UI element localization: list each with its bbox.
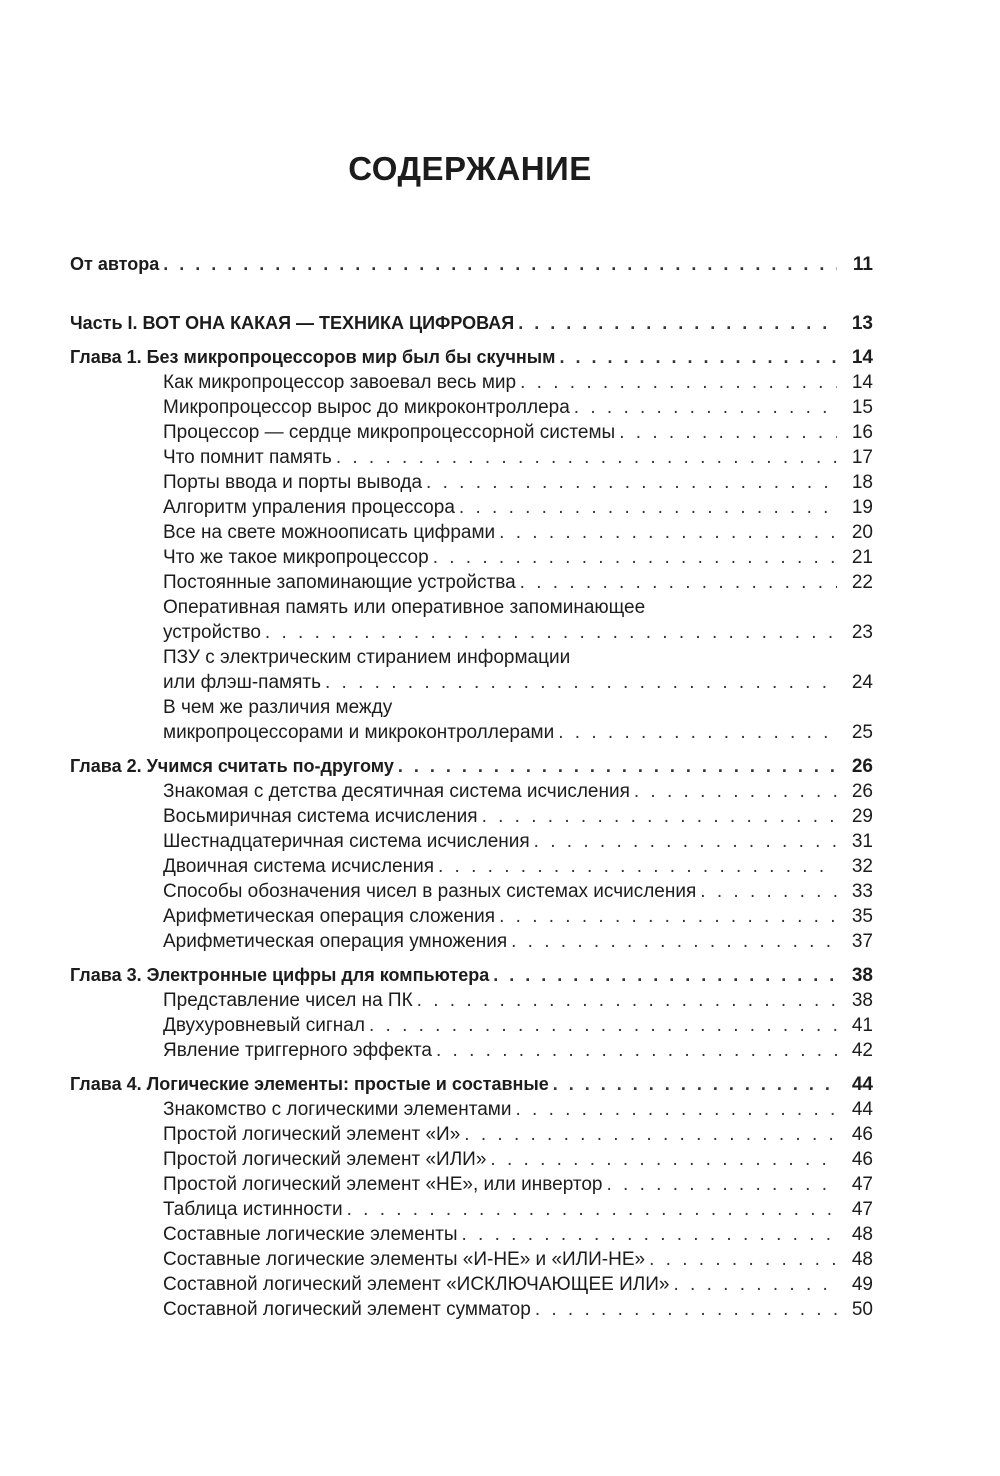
toc-entry — [70, 720, 873, 745]
entry-label: Порты ввода и порты вывода — [163, 472, 423, 493]
entry-label: Составные логические элементы — [163, 1224, 458, 1245]
dot-leader — [518, 311, 837, 336]
toc-entry — [70, 1147, 873, 1172]
page-number: 50 — [851, 1299, 873, 1320]
toc-entry — [70, 520, 873, 545]
page-number: 38 — [851, 990, 873, 1011]
toc-entry — [70, 420, 873, 445]
entry-label: Что помнит память — [163, 447, 332, 468]
page-number: 13 — [851, 313, 873, 334]
entry-label: Явление триггерного эффекта — [163, 1040, 432, 1061]
page-number: 19 — [851, 497, 873, 518]
toc-entry — [70, 445, 873, 470]
page-number: 47 — [851, 1199, 873, 1220]
dot-leader — [417, 988, 837, 1013]
entry-label: Таблица истинности — [163, 1199, 343, 1220]
entry-label: Глава 2. Учимся считать по-другому — [70, 756, 394, 776]
dot-leader — [462, 1222, 838, 1247]
toc-entry — [70, 1297, 873, 1322]
toc-entry — [70, 1197, 873, 1222]
entry-label: Двоичная система исчисления — [163, 856, 434, 877]
toc-entry — [70, 620, 873, 645]
toc-entry — [70, 1172, 873, 1197]
entry-label: Шестнадцатеричная система исчисления — [163, 831, 530, 852]
dot-leader — [649, 1247, 837, 1272]
entry-label: устройство — [163, 622, 261, 643]
entry-label: Простой логический элемент «И» — [163, 1124, 461, 1145]
entry-label: Составной логический элемент сумматор — [163, 1299, 531, 1320]
entry-label: Простой логический элемент «НЕ», или инвертор — [163, 1174, 603, 1195]
dot-leader — [535, 1297, 837, 1322]
toc-entry — [70, 1247, 873, 1272]
page-number: 35 — [851, 906, 873, 927]
entry-label: От автора — [70, 254, 160, 274]
toc-entry — [70, 929, 873, 954]
dot-leader — [553, 1072, 837, 1097]
dot-leader — [534, 829, 837, 854]
page-number: 38 — [851, 965, 873, 986]
page-number: 41 — [851, 1015, 873, 1036]
page-number: 23 — [851, 622, 873, 643]
dot-leader — [515, 1097, 837, 1122]
toc-entry-part1 — [70, 311, 873, 336]
page-number: 14 — [851, 372, 873, 393]
entry-label: Глава 4. Логические элементы: простые и составные — [70, 1074, 549, 1094]
entry-label: Арифметическая операция сложения — [163, 906, 496, 927]
toc-entry — [70, 829, 873, 854]
page-number: 11 — [852, 254, 873, 275]
dot-leader — [265, 620, 837, 645]
dot-leader — [574, 395, 837, 420]
toc-entry-chapter-4 — [70, 1072, 873, 1097]
toc-entry — [70, 570, 873, 595]
entry-label: Способы обозначения чисел в разных системах исчисления — [163, 881, 697, 902]
toc-entry — [70, 545, 873, 570]
dot-leader — [499, 520, 837, 545]
entry-label: Двухуровневый сигнал — [163, 1015, 365, 1036]
entry-label: Все на свете можноописать цифрами — [163, 522, 496, 543]
dot-leader — [493, 963, 837, 988]
page-number: 32 — [851, 856, 873, 877]
dot-leader — [499, 904, 837, 929]
toc-entry — [70, 370, 873, 395]
entry-label: Представление чисел на ПК — [163, 990, 413, 1011]
dot-leader — [520, 570, 837, 595]
dot-leader — [398, 754, 837, 779]
toc-entry-chapter-1 — [70, 345, 873, 370]
dot-leader — [490, 1147, 837, 1172]
toc-entry — [70, 1097, 873, 1122]
dot-leader — [325, 670, 837, 695]
entry-label: Простой логический элемент «ИЛИ» — [163, 1149, 487, 1170]
page-number: 48 — [851, 1224, 873, 1245]
toc-entry-chapter-2 — [70, 754, 873, 779]
entry-label: Составной логический элемент «ИСКЛЮЧАЮЩЕЕ ИЛИ» — [163, 1274, 670, 1295]
toc-entry — [70, 1272, 873, 1297]
page-number: 46 — [851, 1149, 873, 1170]
toc-entry — [70, 854, 873, 879]
page-number: 18 — [851, 472, 873, 493]
page-number: 17 — [851, 447, 873, 468]
entry-label: Постоянные запоминающие устройства — [163, 572, 516, 593]
dot-leader — [673, 1272, 837, 1297]
dot-leader — [520, 370, 837, 395]
toc-entry — [70, 1038, 873, 1063]
page-number: 14 — [851, 347, 873, 368]
dot-leader — [700, 879, 837, 904]
dot-leader — [426, 470, 837, 495]
entry-label: Процессор — сердце микропроцессорной системы — [163, 422, 616, 443]
dot-leader — [619, 420, 837, 445]
entry-label: Восьмиричная система исчисления — [163, 806, 478, 827]
dot-leader — [511, 929, 837, 954]
toc-entry — [70, 1122, 873, 1147]
entry-label: Арифметическая операция умножения — [163, 931, 508, 952]
dot-leader — [558, 720, 837, 745]
page-number: 16 — [851, 422, 873, 443]
page-number: 29 — [851, 806, 873, 827]
entry-label: Микропроцессор вырос до микроконтроллера — [163, 397, 570, 418]
entry-label: Часть I. ВОТ ОНА КАКАЯ — ТЕХНИКА ЦИФРОВАЯ — [70, 313, 515, 333]
entry-label: Составные логические элементы «И-НЕ» и «ИЛИ-НЕ» — [163, 1249, 646, 1270]
toc-entry — [70, 670, 873, 695]
dot-leader — [464, 1122, 837, 1147]
page-number: 31 — [851, 831, 873, 852]
page-number: 48 — [851, 1249, 873, 1270]
entry-label: Глава 3. Электронные цифры для компьютера — [70, 965, 490, 985]
toc-entry — [70, 879, 873, 904]
page-number: 26 — [851, 781, 873, 802]
entry-label: Глава 1. Без микропроцессоров мир был бы скучным — [70, 347, 556, 367]
dot-leader — [606, 1172, 837, 1197]
dot-leader — [163, 252, 837, 277]
page-number: 22 — [851, 572, 873, 593]
toc-entry — [70, 988, 873, 1013]
toc-entry-first-line: ПЗУ с электрическим стиранием информации — [163, 647, 571, 668]
entry-label: микропроцессорами и микроконтроллерами — [163, 722, 555, 743]
page-number: 20 — [851, 522, 873, 543]
dot-leader — [438, 854, 837, 879]
toc-entry — [70, 495, 873, 520]
toc-entry — [70, 470, 873, 495]
toc-entry — [70, 804, 873, 829]
entry-label: Как микропроцессор завоевал весь мир — [163, 372, 517, 393]
entry-label: Алгоритм упраления процессора — [163, 497, 455, 518]
entry-label: Что же такое микропроцессор — [163, 547, 429, 568]
table-of-contents — [70, 252, 873, 1322]
dot-leader — [369, 1013, 837, 1038]
page-number: 46 — [851, 1124, 873, 1145]
dot-leader — [459, 495, 837, 520]
toc-entry — [70, 1013, 873, 1038]
toc-entry-first-line: Оперативная память или оперативное запоминающее — [163, 597, 646, 618]
toc-entry-author — [70, 252, 873, 277]
toc-entry — [70, 904, 873, 929]
dot-leader — [482, 804, 837, 829]
page-number: 15 — [851, 397, 873, 418]
entry-label: Знакомство с логическими элементами — [163, 1099, 512, 1120]
page-number: 25 — [851, 722, 873, 743]
page-number: 44 — [851, 1099, 873, 1120]
page-number: 26 — [851, 756, 873, 777]
page-number: 42 — [851, 1040, 873, 1061]
page-number: 37 — [851, 931, 873, 952]
page-title: СОДЕРЖАНИЕ — [348, 150, 592, 187]
dot-leader — [560, 345, 838, 370]
page-number: 33 — [851, 881, 873, 902]
page-number: 21 — [851, 547, 873, 568]
entry-label: Знакомая с детства десятичная система исчисления — [163, 781, 630, 802]
dot-leader — [634, 779, 837, 804]
dot-leader — [347, 1197, 837, 1222]
toc-entry — [70, 395, 873, 420]
toc-entry — [70, 1222, 873, 1247]
page-number: 49 — [851, 1274, 873, 1295]
dot-leader — [436, 1038, 837, 1063]
dot-leader — [336, 445, 837, 470]
page-number: 47 — [851, 1174, 873, 1195]
entry-label: или флэш-память — [163, 672, 321, 693]
page-number: 44 — [851, 1074, 873, 1095]
page-number: 24 — [851, 672, 873, 693]
dot-leader — [433, 545, 837, 570]
toc-entry — [70, 779, 873, 804]
toc-entry-chapter-3 — [70, 963, 873, 988]
toc-entry-first-line: В чем же различия между — [163, 697, 393, 718]
